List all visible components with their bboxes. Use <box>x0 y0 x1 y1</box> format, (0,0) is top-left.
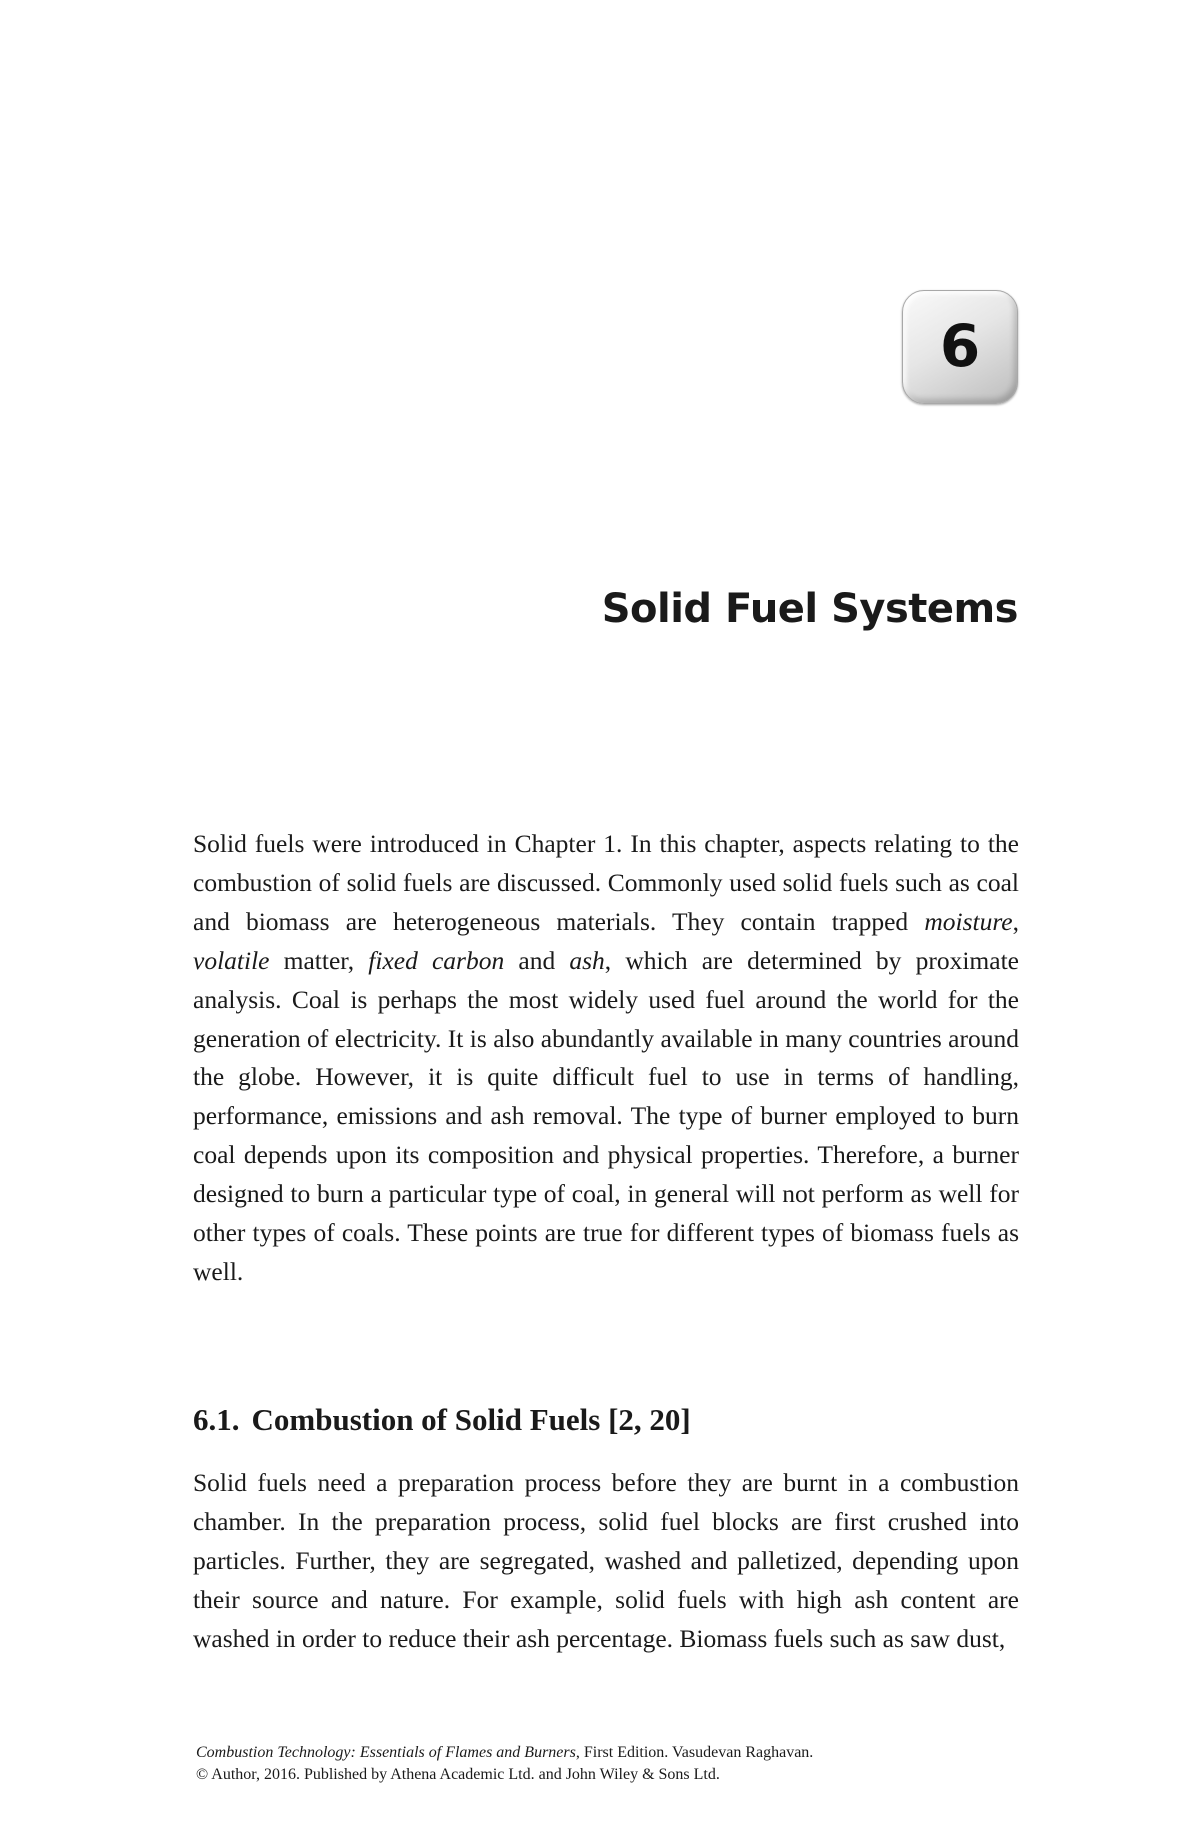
intro-text-1: Solid fuels were introduced in Chapter 1. In this chapter, aspects relating to the combustion of solid fuels are discussed. Commonly used solid fuels such as coal and biomass are heterogeneous materials. They contain trapped <box>193 829 1019 936</box>
chapter-number: 6 <box>939 312 981 380</box>
footer-copyright: © Author, 2016. Published by Athena Academic Ltd. and John Wiley & Sons Ltd. <box>196 1766 720 1783</box>
term-ash: ash <box>569 945 605 975</box>
intro-separator: , <box>1012 906 1019 936</box>
section-paragraph: Solid fuels need a preparation process before they are burnt in a combustion chamber. In the preparation process, solid fuel blocks are first crushed into particles. Further, they are segregated, washed and palletized, depending upon their source and nature. For example, solid fuels with high ash content are washed in order to reduce their ash percentage. Biomass fuels such as saw dust, <box>193 1468 1019 1653</box>
intro-text-2: matter, <box>269 945 369 975</box>
section-number: 6.1. <box>193 1402 240 1437</box>
footer-edition-author: , First Edition. Vasudevan Raghavan. <box>575 1744 814 1761</box>
section-heading <box>193 1402 691 1438</box>
term-moisture: moisture <box>924 906 1013 936</box>
chapter-number-badge <box>902 290 1018 404</box>
intro-text-3: and <box>504 945 570 975</box>
footer-book-title: Combustion Technology: Essentials of Flames and Burners <box>196 1744 576 1761</box>
chapter-title: Solid Fuel Systems <box>601 586 1018 632</box>
term-volatile: volatile <box>193 945 270 975</box>
section-title: Combustion of Solid Fuels [2, 20] <box>251 1402 691 1437</box>
page-footer <box>196 1742 813 1786</box>
intro-text-4: , which are determined by proximate analysis. Coal is perhaps the most widely used fuel around the world for the generation of electricity. It is also abundantly available in many countries around the globe. However, it is quite difficult fuel to use in terms of handling, performance, emissions and ash removal. The type of burner employed to burn coal depends upon its composition and physical properties. Therefore, a burner designed to burn a particular type of coal, in general will not perform as well for other types of coals. These points are true for different types of biomass fuels as well. <box>193 945 1019 1286</box>
term-fixed-carbon: fixed carbon <box>368 945 505 975</box>
footer-citation <box>196 1742 813 1764</box>
intro-paragraph <box>193 825 1019 1292</box>
